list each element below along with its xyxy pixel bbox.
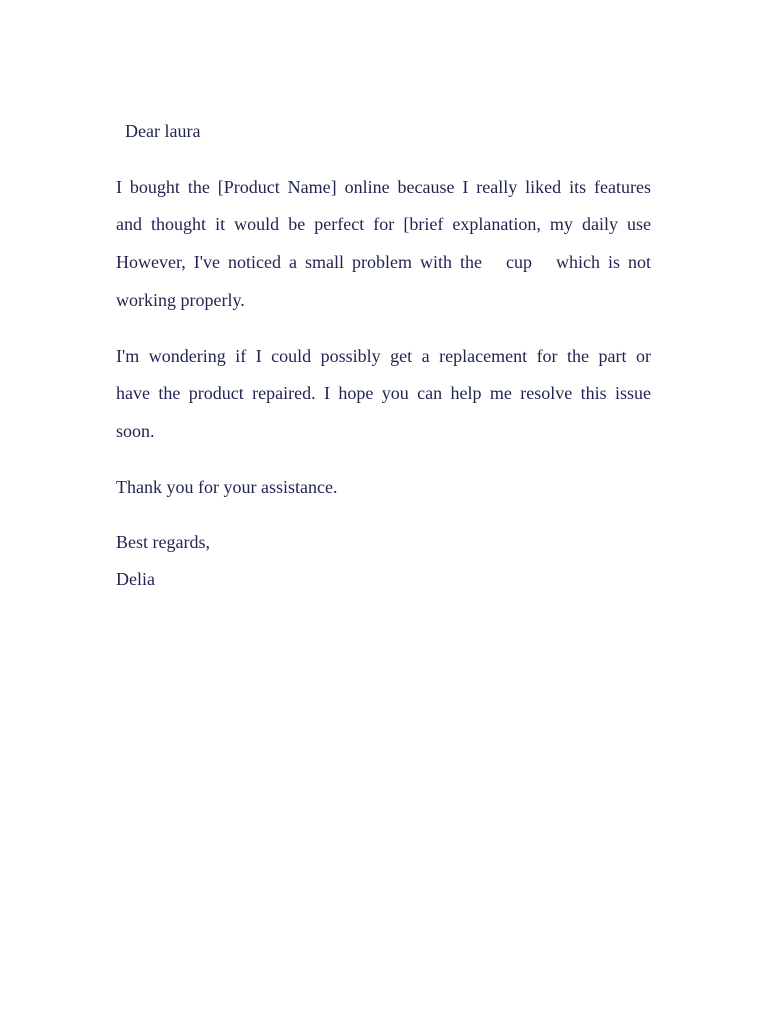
paragraph2-line3: soon. (116, 421, 155, 441)
greeting: Dear laura (116, 121, 201, 141)
signature-line: Delia (116, 569, 155, 589)
paragraph2-line2: have the product repaired. I hope you can help me resolve this issue (116, 383, 651, 403)
paragraph1-line3: However, I've noticed a small problem with the cup which is not (116, 252, 651, 272)
paragraph1-line2: and thought it would be perfect for [brief explanation, my daily use (116, 214, 651, 234)
paragraph1-line1: I bought the [Product Name] online because I really liked its features (116, 177, 651, 197)
closing-line: Best regards, (116, 532, 210, 552)
paragraph1-line4: working properly. (116, 290, 245, 310)
paragraph2-line1: I'm wondering if I could possibly get a replacement for the part or (116, 346, 651, 366)
thanks-line: Thank you for your assistance. (116, 477, 338, 497)
